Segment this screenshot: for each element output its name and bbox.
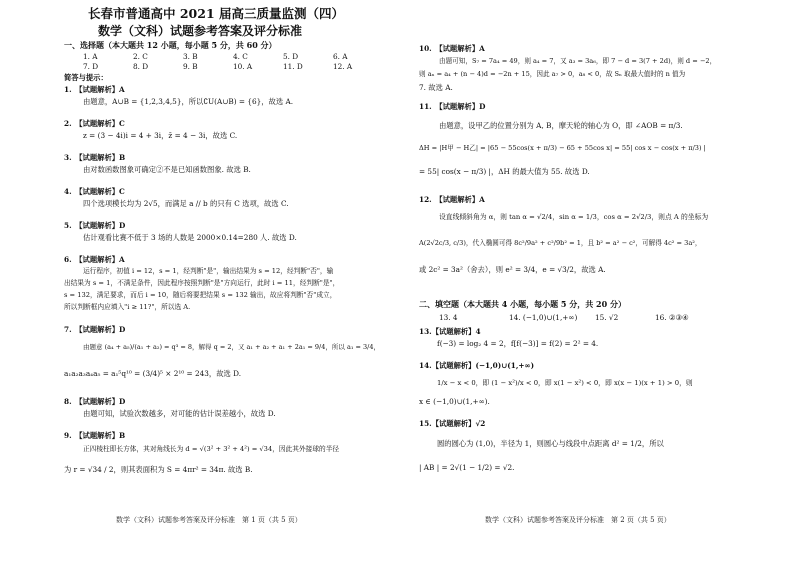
solution-text: 正四棱柱即长方体，其对角线长为 d = √(3² + 3² + 4²) = √34，因此其外接球的半径	[83, 445, 340, 453]
solution-heading: 3. 【试题解析】B	[64, 153, 126, 162]
solution-text: 或 2c² = 3a²（舍去），则 e² = 3/4，e = √3/2，故选 A.	[419, 265, 606, 274]
solution-text: s = 132，满足要求，而后 i = 10，随后将要把结果 s = 132 输出，故应将判断"否"成立，	[64, 291, 337, 299]
solution-text: A(2√2c/3, c/3)，代入椭圆可得 8c²/9a² + c²/9b² = 1，且 b² = a² − c²，可解得 4c² = 3a²，	[419, 239, 702, 247]
fill-answer: 13. 4	[439, 313, 458, 322]
solution-text: 所以判断框内应填入"i ≥ 11?"，所以选 A.	[64, 303, 191, 311]
answer-item: 9. B	[183, 62, 198, 71]
section-heading-fill: 二、填空题（本大题共 4 小题，每小题 5 分，共 20 分）	[419, 299, 626, 309]
page-footer: 数学（文科）试题参考答案及评分标准 第 1 页（共 5 页）	[116, 516, 302, 524]
solution-text: 圆的圆心为 (1,0)，半径为 1，则圆心与线段中点距离 d² = 1/2，所以	[437, 439, 664, 448]
answer-item: 2. C	[133, 52, 148, 61]
solution-text: 四个选项模长均为 2√5，而满足 a // b 的只有 C 选项，故选 C.	[83, 199, 289, 208]
answer-item: 5. D	[283, 52, 299, 61]
solution-text: f(−3) = log₂ 4 = 2，f[f(−3)] = f(2) = 2² = 4.	[437, 339, 599, 348]
fill-answer: 14. (−1,0)∪(1,+∞)	[509, 313, 578, 322]
fill-answer: 15. √2	[595, 313, 619, 322]
answer-item: 12. A	[333, 62, 353, 71]
solution-text: 7. 故选 A.	[419, 83, 453, 92]
solution-text: ΔH = |H甲 − H乙| = |65 − 55cos(x + π/3) − 65 + 55cos x| = 55| cos x − cos(x + π/3) |	[419, 144, 706, 152]
solution-heading: 6. 【试题解析】A	[64, 255, 125, 264]
solution-heading: 12. 【试题解析】A	[419, 195, 485, 204]
solution-text: 由题可知，S₇ = 7a₄ = 49，则 a₄ = 7，又 a₃ = 3a₆，即 7 − d = 3(7 + 2d)，则 d = −2，	[439, 57, 717, 65]
answer-item: 1. A	[83, 52, 98, 61]
solution-heading: 15.【试题解析】√2	[419, 419, 486, 428]
solution-heading: 10. 【试题解析】A	[419, 44, 485, 53]
solution-text: | AB | = 2√(1 − 1/2) = √2.	[419, 463, 515, 472]
solution-text: a₁a₂a₃a₄a₅ = a₁⁵q¹⁰ = (3/4)⁵ × 2¹⁰ = 243，故选 D.	[64, 369, 242, 378]
solution-heading: 7. 【试题解析】D	[64, 325, 126, 334]
solution-heading: 4. 【试题解析】C	[64, 187, 125, 196]
hints-heading: 简答与提示：	[64, 73, 108, 82]
section-heading-choice: 一、选择题（本大题共 12 小题，每小题 5 分，共 60 分）	[64, 40, 277, 50]
answer-item: 7. D	[83, 62, 99, 71]
solution-text: 由对数函数图象可确定②不是已知函数图象. 故选 B.	[83, 165, 251, 174]
solution-heading: 9. 【试题解析】B	[64, 431, 126, 440]
solution-text: x ∈ (−1,0)∪(1,+∞).	[419, 397, 490, 406]
solution-text: 由题意，A∪B = {1,2,3,4,5}，所以∁U(A∪B) = {6}，故选 A.	[83, 97, 294, 106]
answer-row-2	[83, 63, 383, 70]
answer-item: 8. D	[133, 62, 149, 71]
solution-text: z = (3 − 4i)i = 4 + 3i，z̄ = 4 − 3i，故选 C.	[83, 131, 238, 140]
solution-text: 由题意，设甲乙的位置分别为 A, B，摩天轮的轴心为 O，即 ∠AOB = π/3.	[439, 121, 683, 130]
solution-text: 由题意 (a₄ + a₅)/(a₁ + a₂) = q³ = 8，解得 q = 2，又 a₁ + a₂ + a₁ + 2a₁ = 9/4，所以 a₁ = 3/4，	[83, 343, 380, 351]
solution-text: 设直线倾斜角为 α，则 tan α = √2/4，sin α = 1/3，cos α = 2√2/3，则点 A 的坐标为	[439, 213, 709, 221]
solution-text: 1/x − x < 0，即 (1 − x²)/x < 0，即 x(1 − x²) < 0，即 x(x − 1)(x + 1) > 0，则	[437, 379, 693, 387]
answer-item: 3. B	[183, 52, 198, 61]
document-title: 长春市普通高中 2021 届高三质量监测（四）	[88, 6, 344, 21]
solution-heading: 8. 【试题解析】D	[64, 397, 126, 406]
answer-item: 10. A	[233, 62, 253, 71]
page-footer: 数学（文科）试题参考答案及评分标准 第 2 页（共 5 页）	[485, 516, 671, 524]
solution-text: 则 aₙ = a₄ + (n − 4)d = −2n + 15，因此 a₇ > 0，a₈ < 0，故 Sₙ 取最大值时的 n 值为	[419, 70, 686, 78]
answer-item: 6. A	[333, 52, 348, 61]
solution-heading: 14.【试题解析】(−1,0)∪(1,+∞)	[419, 361, 535, 370]
solution-heading: 2. 【试题解析】C	[64, 119, 125, 128]
solution-heading: 13.【试题解析】4	[419, 327, 481, 336]
solution-text: 出结果为 s = 1，不满足条件，因此程序按照判断"是"方向运行，此时 i = 11，经判断"是"，	[64, 279, 340, 287]
solution-heading: 11. 【试题解析】D	[419, 102, 486, 111]
solution-heading: 1. 【试题解析】A	[64, 85, 125, 94]
solution-text: 运行程序，初值 i = 12，s = 1，经判断"是"，输出结果为 s = 12，经判断"否"，输	[83, 267, 334, 275]
solution-text: 由题可知，试验次数越多，对可能的估计误差越小，故选 D.	[83, 409, 276, 418]
answer-item: 4. C	[233, 52, 248, 61]
answer-row-1	[83, 53, 383, 60]
solution-text: 估计观看比赛不低于 3 场的人数是 2000×0.14=280 人. 故选 D.	[83, 233, 297, 242]
solution-text: 为 r = √34 / 2，则其表面积为 S = 4πr² = 34π. 故选 B.	[64, 465, 253, 474]
fill-answer: 16. ②③④	[655, 313, 689, 322]
solution-heading: 5. 【试题解析】D	[64, 221, 126, 230]
page-right	[397, 0, 794, 561]
solution-text: = 55| cos(x − π/3) |，ΔH 的最大值为 55. 故选 D.	[419, 167, 590, 176]
answer-item: 11. D	[283, 62, 303, 71]
document-subtitle: 数学（文科）试题参考答案及评分标准	[98, 24, 303, 38]
